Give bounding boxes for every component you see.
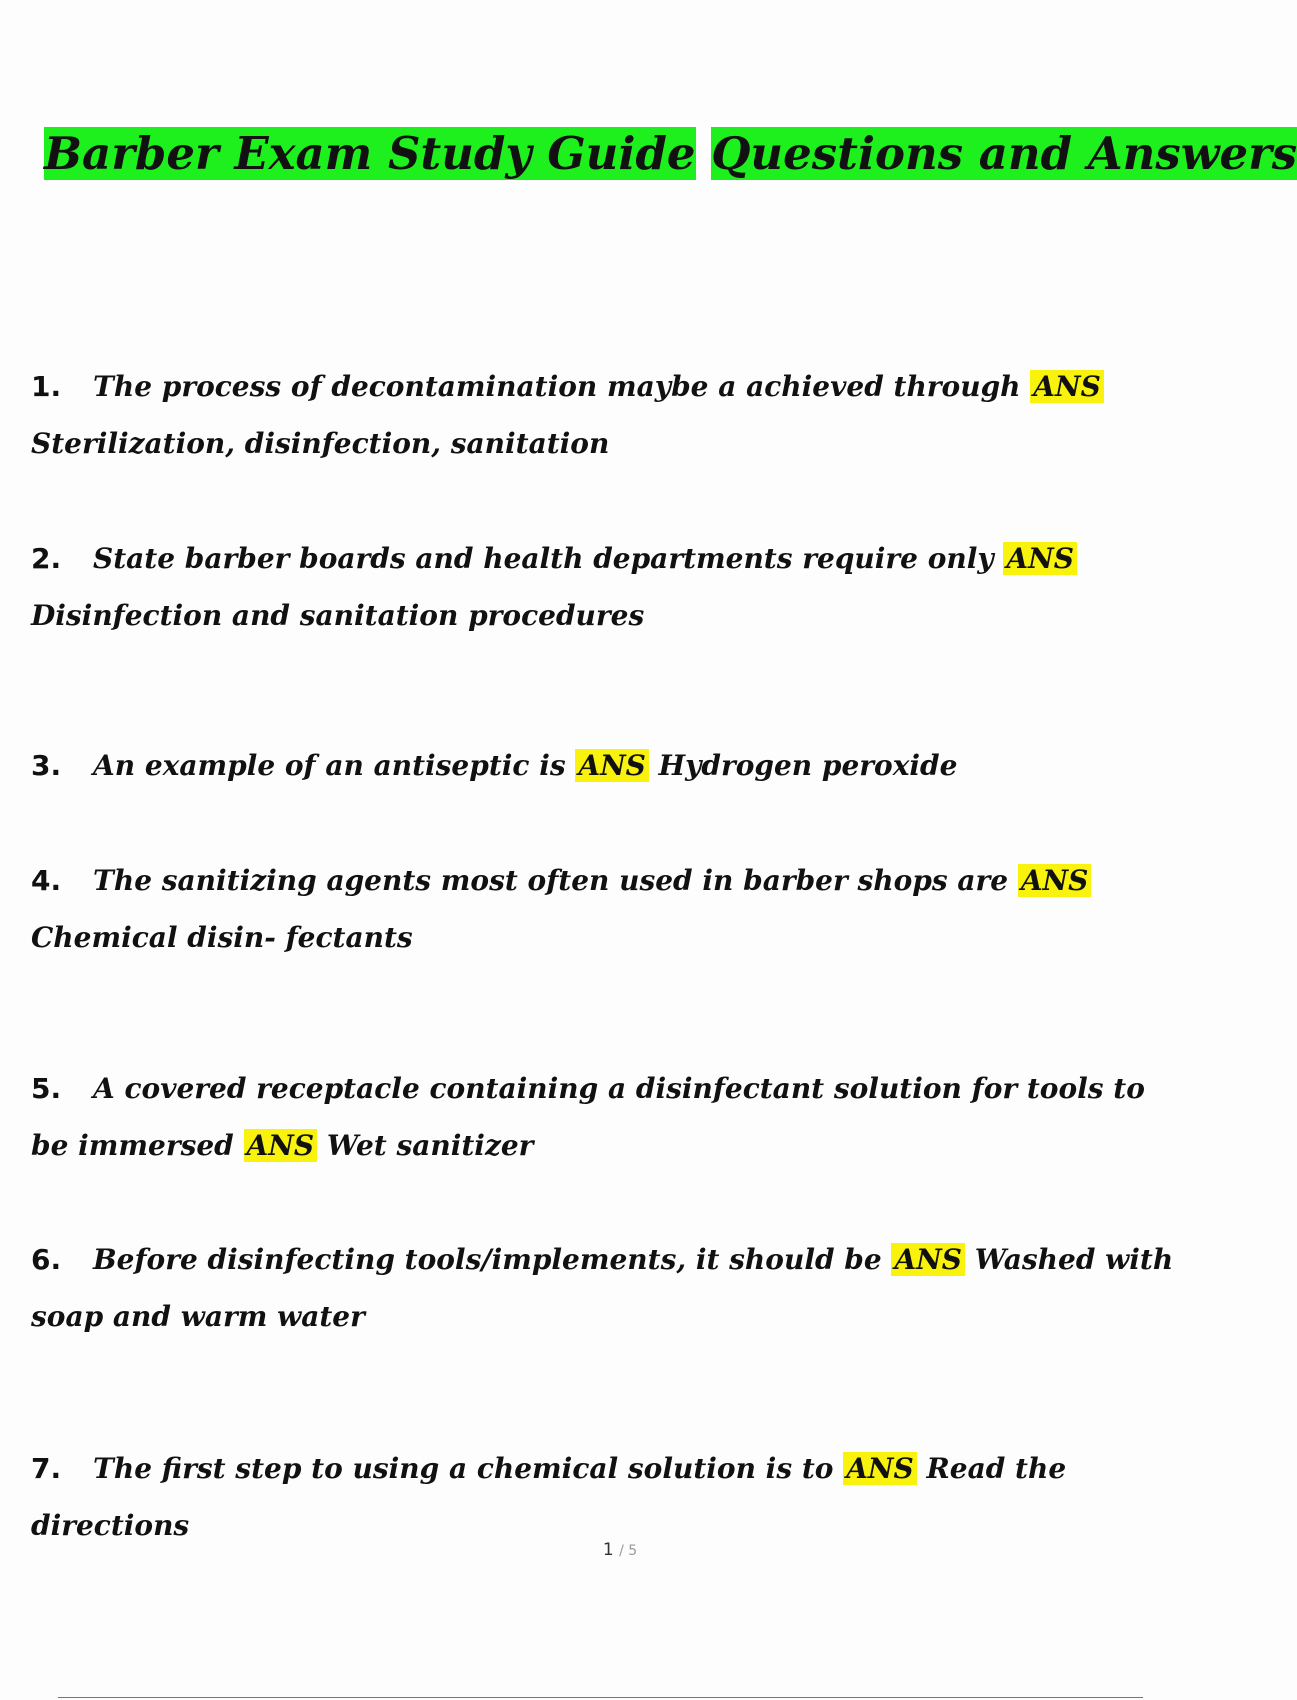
answer-text: Chemical disin- fectants (31, 921, 413, 954)
question-item (31, 852, 1176, 966)
question-number: 6. (31, 1243, 62, 1276)
question-number: 2. (31, 542, 62, 575)
answer-text: Sterilization, disinfection, sanitation (31, 427, 610, 460)
answer-text: Washed with soap and warm water (31, 1243, 1174, 1333)
question-item (31, 737, 1176, 794)
question-number: 7. (31, 1452, 62, 1485)
question-text: Before disinfecting tools/implements, it should be (93, 1243, 882, 1276)
question-item (31, 1440, 1176, 1554)
answer-text: Read the directions (31, 1452, 1067, 1542)
page-divider (58, 1697, 1143, 1698)
question-item (31, 1060, 1176, 1174)
title-part-1: Barber Exam Study Guide (44, 127, 696, 180)
answer-marker: ANS (244, 1129, 318, 1162)
question-number: 1. (31, 370, 62, 403)
question-number: 5. (31, 1072, 62, 1105)
title-part-2: Questions and Answers (711, 127, 1297, 180)
question-number: 4. (31, 864, 62, 897)
question-text: A covered receptacle containing a disinfectant solution for tools to be immersed (31, 1072, 1145, 1162)
question-text: The sanitizing agents most often used in barber shops are (93, 864, 1009, 897)
answer-marker: ANS (1030, 370, 1104, 403)
question-item (31, 1231, 1176, 1345)
total-pages: / 5 (619, 1543, 638, 1559)
current-page: 1 (602, 1540, 614, 1560)
question-item (31, 358, 1176, 472)
answer-text: Hydrogen peroxide (658, 749, 958, 782)
answer-text: Disinfection and sanitation procedures (31, 599, 645, 632)
answer-text: Wet sanitizer (326, 1129, 534, 1162)
answer-marker: ANS (1003, 542, 1077, 575)
question-number: 3. (31, 749, 62, 782)
page-indicator (0, 1540, 1240, 1560)
question-text: State barber boards and health departments require only (93, 542, 994, 575)
answer-marker: ANS (575, 749, 649, 782)
answer-marker: ANS (843, 1452, 917, 1485)
question-item (31, 530, 1176, 644)
question-text: The first step to using a chemical solution is to (93, 1452, 834, 1485)
question-text: An example of an antiseptic is (93, 749, 566, 782)
answer-marker: ANS (1018, 864, 1092, 897)
answer-marker: ANS (891, 1243, 965, 1276)
question-text: The process of decontamination maybe a achieved through (93, 370, 1021, 403)
page-title (44, 122, 1297, 186)
